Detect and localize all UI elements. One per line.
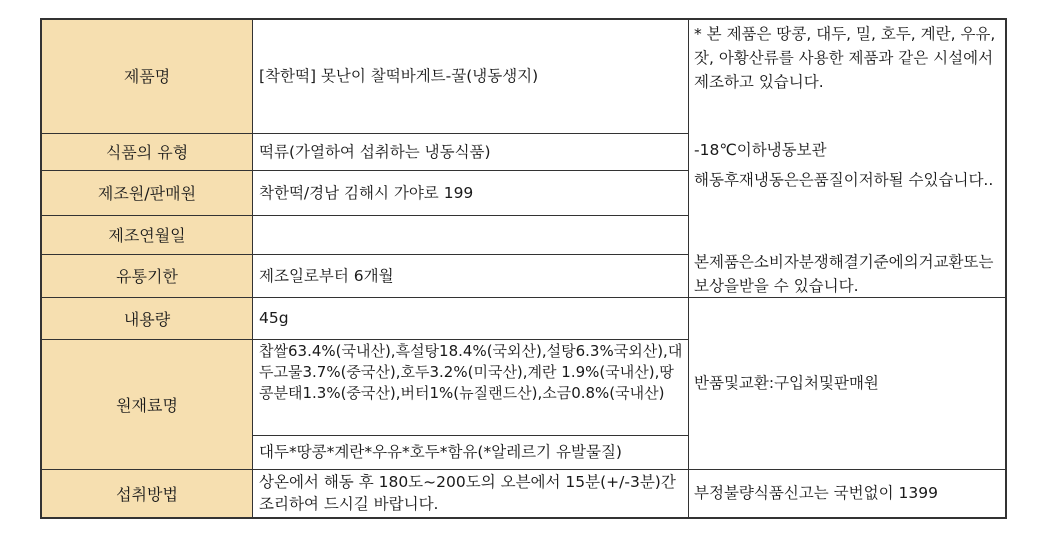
value-content: 45g <box>253 297 688 339</box>
note-report: 부정불량식품신고는 국번없이 1399 <box>688 481 1006 507</box>
note-exchange: 반품및교환:구입처및판매원 <box>688 371 1006 397</box>
note-refreeze: 해동후재냉동은은품질이저하될 수있습니다.. <box>688 168 1006 218</box>
value-allergens: 대두*땅콩*계란*우유*호두*함유(*알레르기 유발물질) <box>253 435 688 469</box>
label-expiry: 유통기한 <box>41 254 253 297</box>
note-storage: -18℃이하냉동보관 <box>688 138 1006 164</box>
value-how-to-eat: 상온에서 해동 후 180도~200도의 오븐에서 15분(+/-3분)간 조리하여 드시길 바랍니다. <box>253 469 688 518</box>
value-expiry: 제조일로부터 6개월 <box>253 254 688 297</box>
label-food-type: 식품의 유형 <box>41 133 253 170</box>
note-compensation: 본제품은소비자분쟁해결기준에의거교환또는보상을받을 수 있습니다. <box>688 250 1006 300</box>
label-product-name: 제품명 <box>41 18 253 133</box>
label-how-to-eat: 섭취방법 <box>41 469 253 518</box>
value-ingredients: 찹쌀63.4%(국내산),흑설탕18.4%(국외산),설탕6.3%국외산),대두고물3.7%(중국산),호두3.2%(미국산),계란 1.9%(국내산),땅콩분태1.3%(중국산),버터1%(뉴질랜드산),소금0.8%(국내산) <box>253 339 688 435</box>
value-food-type: 떡류(가열하여 섭취하는 냉동식품) <box>253 133 688 170</box>
label-content: 내용량 <box>41 297 253 339</box>
value-product-name: [착한떡] 못난이 찰떡바게트-꿀(냉동생지) <box>253 18 688 133</box>
value-manufacture-date <box>253 215 688 254</box>
value-manufacturer: 착한떡/경남 김해시 가야로 199 <box>253 170 688 215</box>
label-manufacturer: 제조원/판매원 <box>41 170 253 215</box>
label-ingredients: 원재료명 <box>41 339 253 469</box>
note-allergy-facility: * 본 제품은 땅콩, 대두, 밀, 호두, 계란, 우유, 잣, 아황산류를 사용한 제품과 같은 시설에서 제조하고 있습니다. <box>688 18 1006 133</box>
label-manufacture-date: 제조연월일 <box>41 215 253 254</box>
